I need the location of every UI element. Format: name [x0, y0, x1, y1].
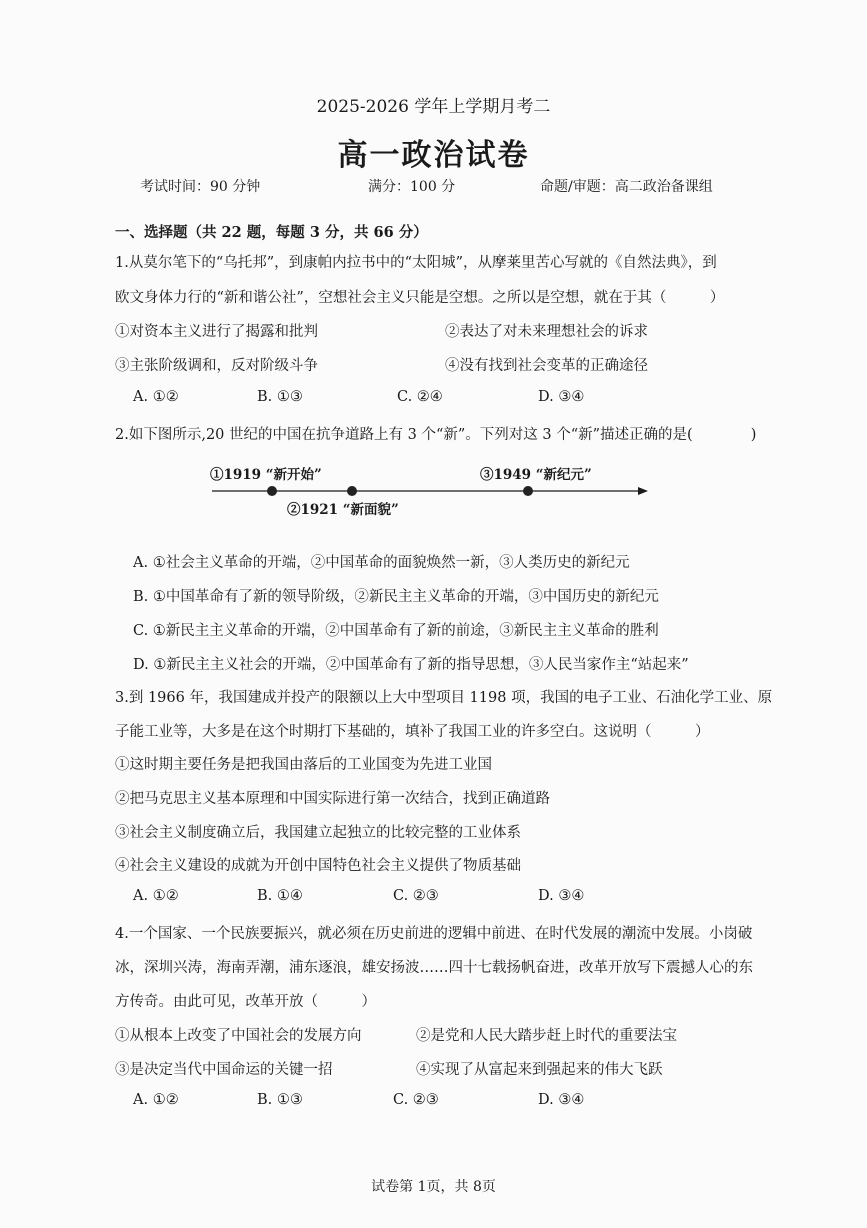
author-info: 命题/审题：高二政治备课组	[540, 179, 713, 195]
statement-3: ③社会主义制度确立后，我国建立起独立的比较完整的工业体系	[115, 825, 521, 841]
statement-1: ①对资本主义进行了揭露和批判	[115, 324, 318, 340]
statement-2: ②表达了对未来理想社会的诉求	[445, 324, 648, 340]
exam-subtitle: 2025-2026 学年上学期月考二	[316, 97, 551, 117]
timeline-arrow	[638, 487, 648, 495]
timeline-label-1921: ②1921 “新面貌”	[287, 502, 399, 518]
full-score: 满分：100 分	[368, 179, 456, 195]
statement-1: ①这时期主要任务是把我国由落后的工业国变为先进工业国	[115, 757, 492, 773]
option-a: A. ①社会主义革命的开端，②中国革命的面貌焕然一新，③人类历史的新纪元	[133, 555, 630, 571]
statement-2: ②把马克思主义基本原理和中国实际进行第一次结合，找到正确道路	[115, 791, 550, 807]
question-stem-line: 3.到 1966 年，我国建成并投产的限额以上大中型项目 1198 项，我国的电子工业、石油化学工业、原	[115, 690, 773, 706]
timeline-point-1949	[523, 486, 533, 496]
question-stem-line: 欧文身体力行的“新和谐公社”，空想社会主义只能是空想。之所以是空想，就在于其（ ）	[115, 290, 725, 306]
option-d: D. ③④	[538, 1092, 585, 1108]
statement-4: ④实现了从富起来到强起来的伟大飞跃	[416, 1062, 663, 1078]
option-a: A. ①②	[133, 1092, 179, 1108]
timeline-diagram	[0, 455, 867, 525]
statement-4: ④社会主义建设的成就为开创中国特色社会主义提供了物质基础	[115, 858, 521, 874]
question-stem-line: 方传奇。由此可见，改革开放（ ）	[115, 994, 376, 1010]
timeline-label-1949: ③1949 “新纪元”	[480, 467, 592, 483]
question-stem-line: 2.如下图所示,20 世纪的中国在抗争道路上有 3 个“新”。下列对这 3 个“新”描述正确的是( )	[115, 427, 757, 443]
option-d: D. ①新民主主义社会的开端，②中国革命有了新的指导思想，③人民当家作主“站起来”	[133, 657, 689, 673]
option-c: C. ②③	[393, 888, 439, 904]
timeline-label-1919: ①1919 “新开始”	[210, 467, 322, 483]
option-c: C. ②③	[393, 1092, 439, 1108]
option-d: D. ③④	[538, 389, 585, 405]
option-d: D. ③④	[538, 888, 585, 904]
question-stem-line: 4.一个国家、一个民族要振兴，就必须在历史前进的逻辑中前进、在时代发展的潮流中发展。小岗破	[115, 926, 753, 942]
question-stem-line: 子能工业等，大多是在这个时期打下基础的，填补了我国工业的许多空白。这说明（ ）	[115, 724, 710, 740]
exam-time: 考试时间：90 分钟	[140, 179, 261, 195]
option-b: B. ①④	[257, 888, 303, 904]
page-title: 高一政治试卷	[337, 138, 530, 173]
question-stem-line: 1.从莫尔笔下的“乌托邦”，到康帕内拉书中的“太阳城”，从摩莱里苦心写就的《自然法典》，到	[115, 255, 717, 271]
timeline-point-1921	[347, 486, 357, 496]
option-b: B. ①中国革命有了新的领导阶级，②新民主主义革命的开端，③中国历史的新纪元	[133, 589, 659, 605]
question-stem-line: 冰，深圳兴涛，海南弄潮，浦东逐浪，雄安扬波……四十七载扬帆奋进，改革开放写下震撼人心的东	[115, 960, 753, 976]
statement-4: ④没有找到社会变革的正确途径	[445, 358, 648, 374]
page-footer: 试卷第 1页，共 8页	[371, 1179, 496, 1195]
statement-3: ③主张阶级调和，反对阶级斗争	[115, 358, 318, 374]
statement-2: ②是党和人民大踏步赶上时代的重要法宝	[416, 1028, 677, 1044]
option-a: A. ①②	[133, 389, 179, 405]
statement-3: ③是决定当代中国命运的关键一招	[115, 1062, 333, 1078]
option-b: B. ①③	[257, 389, 303, 405]
option-b: B. ①③	[257, 1092, 303, 1108]
statement-1: ①从根本上改变了中国社会的发展方向	[115, 1028, 362, 1044]
option-c: C. ①新民主主义革命的开端，②中国革命有了新的前途，③新民主主义革命的胜利	[133, 623, 659, 639]
timeline-point-1919	[267, 486, 277, 496]
option-c: C. ②④	[397, 389, 443, 405]
section-heading: 一、选择题（共 22 题，每题 3 分，共 66 分）	[115, 224, 428, 241]
option-a: A. ①②	[133, 888, 179, 904]
